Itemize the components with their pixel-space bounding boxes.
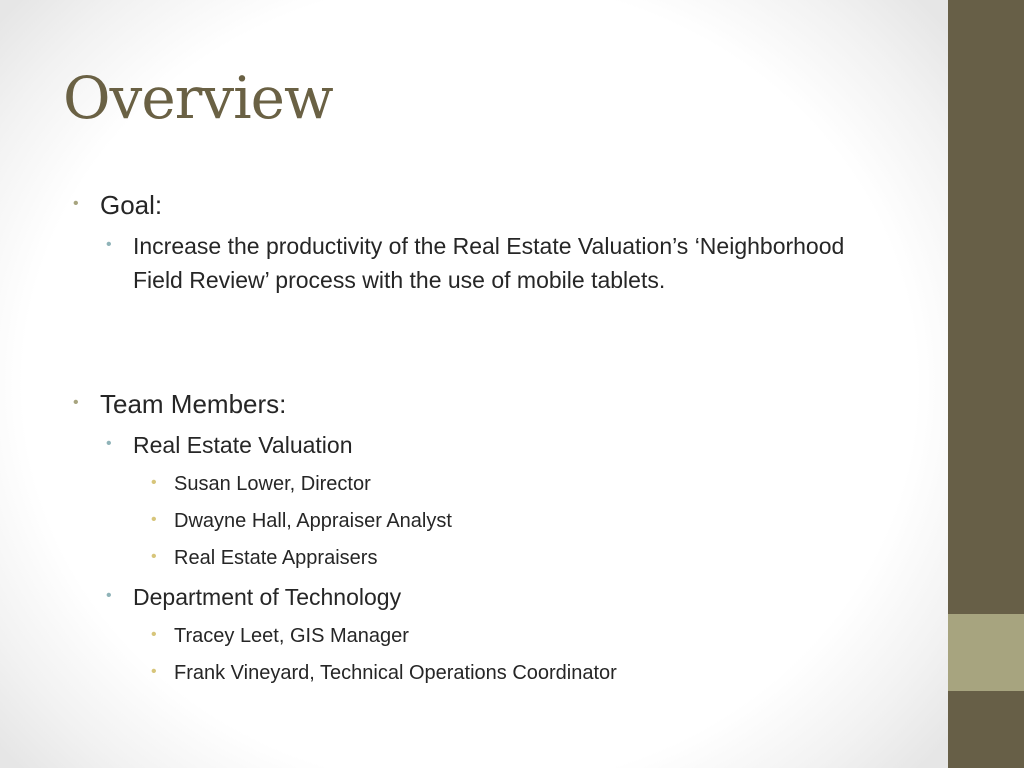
bullet-icon: •	[151, 511, 157, 528]
bullet-icon: •	[106, 587, 112, 604]
team-group-department-of-technology	[106, 580, 402, 614]
goal-description	[106, 229, 853, 297]
team-group-real-estate-valuation	[106, 428, 353, 462]
bullet-icon: •	[106, 236, 112, 253]
team-member	[151, 469, 371, 499]
bullet-icon: •	[73, 195, 79, 212]
bullet-icon: •	[151, 548, 157, 565]
team-group-name: Department of Technology	[133, 584, 402, 610]
bullet-icon: •	[151, 626, 157, 643]
team-member	[151, 658, 617, 688]
goal-text: Increase the productivity of the Real Estate Valuation’s ‘Neighborhood Field Review’ process with the use of mobile tablets.	[133, 233, 845, 293]
bullet-team-members	[73, 387, 287, 421]
team-group-name: Real Estate Valuation	[133, 432, 353, 458]
bullet-icon: •	[151, 663, 157, 680]
goal-label: Goal:	[100, 190, 163, 220]
team-member-text: Susan Lower, Director	[174, 473, 371, 495]
bullet-icon: •	[73, 394, 79, 411]
team-member	[151, 621, 409, 651]
slide-title: Overview	[63, 64, 333, 132]
team-member	[151, 506, 452, 536]
bullet-icon: •	[106, 435, 112, 452]
bullet-goal	[73, 188, 163, 222]
team-members-label: Team Members:	[100, 389, 287, 419]
bullet-icon: •	[151, 474, 157, 491]
team-member-text: Tracey Leet, GIS Manager	[174, 625, 409, 647]
team-member-text: Dwayne Hall, Appraiser Analyst	[174, 510, 452, 532]
team-member-text: Real Estate Appraisers	[174, 547, 378, 569]
team-member-text: Frank Vineyard, Technical Operations Coordinator	[174, 662, 617, 684]
team-member	[151, 543, 378, 573]
sidebar-accent-block	[948, 614, 1024, 691]
